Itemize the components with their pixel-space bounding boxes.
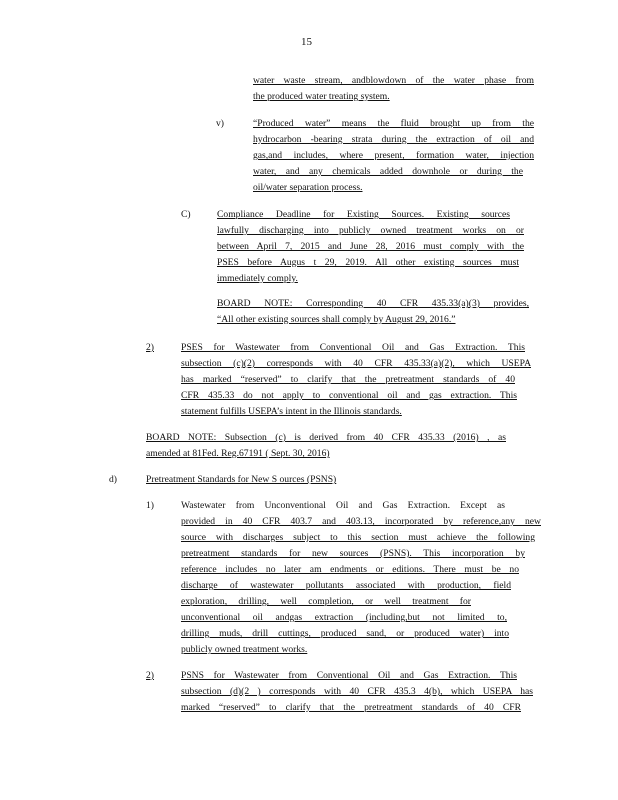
text-line: Wastewater from Unconventional Oil and Gas Extraction. Except as [181,500,505,511]
item-label-c: C) [181,209,191,220]
item-label-d: d) [109,474,117,485]
item-label-d2: 2) [146,670,154,681]
text-line: water, and any chemicals added downhole or during the [253,166,523,177]
text-line: marked “reserved” to clarify that the pretreatment standards of 40 CFR [181,702,521,713]
text-line: discharge of wastewater pollutants associated with production, field [181,580,511,591]
text-line: Compliance Deadline for Existing Sources. Existing sources [217,209,510,220]
text-line: water waste stream, andblowdown of the water phase from [253,75,534,86]
text-line: the produced water treating system. [253,91,390,102]
text-line: source with discharges subject to this section must achieve the following [181,532,535,543]
text-line: PSES for Wastewater from Conventional Oil and Gas Extraction. This [181,342,525,353]
board-note-line: BOARD NOTE: Subsection (c) is derived from 40 CFR 435.33 (2016) , as [146,432,506,443]
text-line: PSES before Augus t 29, 2019. All other existing sources must [217,257,519,268]
text-line: gas,and includes, where present, formation water, injection [253,150,534,161]
text-line: statement fulfills USEPA’s intent in the Illinois standards. [181,406,402,417]
text-line: “Produced water” means the fluid brought up from the [253,118,534,129]
text-line: subsection (d)(2 ) corresponds with 40 CFR 435.3 4(b), which USEPA has [181,686,533,697]
text-line: reference includes no later am endments or editions. There must be no [181,564,519,575]
text-line: PSNS for Wastewater from Conventional Oil and Gas Extraction. This [181,670,517,681]
text-line: hydrocarbon -bearing strata during the extraction of oil and [253,134,534,145]
item-label-c2: 2) [146,342,154,353]
text-line: exploration, drilling, well completion, or well treatment for [181,596,471,607]
page-number: 15 [301,36,312,48]
board-note-line: BOARD NOTE: Corresponding 40 CFR 435.33(a)(3) provides, [217,298,529,309]
text-line: oil/water separation process. [253,182,363,193]
text-line: between April 7, 2015 and June 28, 2016 must comply with the [217,241,524,252]
text-line: lawfully discharging into publicly owned treatment works on or [217,225,524,236]
section-heading: Pretreatment Standards for New S ources (PSNS) [146,474,337,485]
board-note-line: “All other existing sources shall comply by August 29, 2016.” [217,314,456,325]
item-label-v: v) [216,118,224,129]
text-line: provided in 40 CFR 403.7 and 403.13, incorporated by reference,any new [181,516,541,527]
text-line: CFR 435.33 do not apply to conventional oil and gas extraction. This [181,390,517,401]
item-label-d1: 1) [146,500,154,511]
text-line: has marked “reserved” to clarify that the pretreatment standards of 40 [181,374,515,385]
text-line: unconventional oil andgas extraction (including,but not limited to, [181,612,507,623]
board-note-line: amended at 81Fed. Reg.67191 ( Sept. 30, 2016) [146,448,330,459]
text-line: publicly owned treatment works. [181,644,308,655]
text-line: subsection (c)(2) corresponds with 40 CFR 435.33(a)(2), which USEPA [181,358,531,369]
text-line: drilling muds, drill cuttings, produced sand, or produced water) into [181,628,509,639]
text-line: pretreatment standards for new sources (PSNS). This incorporation by [181,548,525,559]
text-line: immediately comply. [217,273,298,284]
